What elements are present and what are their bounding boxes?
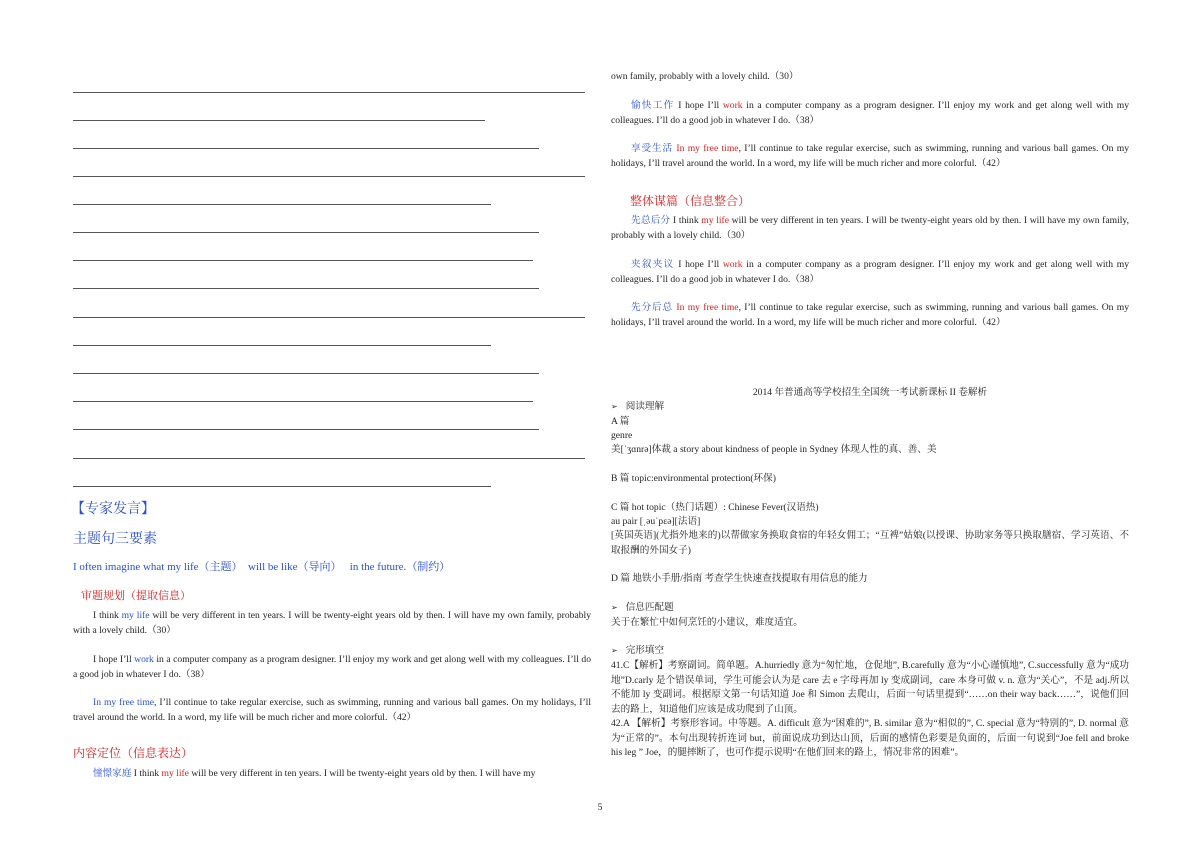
keyword: work xyxy=(722,259,743,270)
answer-line xyxy=(73,176,585,177)
answer-line xyxy=(73,148,539,149)
paragraph-family: 憧憬家庭 I think my life will be very different in ten years. I will be twenty-eight years old by then. I will have my xyxy=(93,768,536,779)
paragraph-family-continued: own family, probably with a lovely child.（30） xyxy=(611,71,799,82)
answer-line xyxy=(73,288,539,289)
formula-part-constraint: in the future. xyxy=(349,561,407,573)
paragraph-narrate-discuss: 夹叙夹议 I hope I’ll work in a computer company as a program designer. I’ll enjoy my work and get along well with my colleagues. I’ll do a good job in whatever I do.（38） xyxy=(611,259,1129,285)
au-pair: au pair [ˌəuˈpɛə][法语] xyxy=(611,516,701,527)
keyword: work xyxy=(722,100,743,111)
answer-line xyxy=(73,317,585,318)
formula-tag-constraint: （制约） xyxy=(406,561,451,573)
label-b: B 篇 topic:environmental protection(环保) xyxy=(611,473,776,484)
au-pair-definition: [英国英语](尤指外地来的)以帮做家务换取食宿的年轻女佣工；“互裨”姑娘(以授课、协助家务等只换取膳宿、学习英语、不取报酬的外国女子) xyxy=(611,530,1129,556)
topic-formula xyxy=(73,558,450,574)
paragraph-tag: 先分后总 xyxy=(631,302,674,313)
paragraph-general-first: 先总后分 I think my life will be very different in ten years. I will be twenty-eight years old by then. I will have my own family, probably with a lovely child.（30） xyxy=(611,215,1129,241)
formula-part-topic: I often imagine what my life xyxy=(73,561,199,573)
heading-reading: ➢ 阅读理解 xyxy=(611,400,664,415)
genre-word: genre xyxy=(611,430,633,441)
heading-matching: ➢ 信息匹配题 xyxy=(611,601,674,616)
keyword: my life xyxy=(121,610,150,621)
section-heading-integration: 整体谋篇（信息整合） xyxy=(630,194,751,208)
answer-line xyxy=(73,92,585,93)
answer-line xyxy=(73,373,539,374)
answer-line xyxy=(73,458,585,459)
paragraph-life-tagged: 享受生活 In my free time, I’ll continue to take regular exercise, such as swimming, running and various ball games. On my holidays, I’ll travel around the world. In a word, my life will be much richer and more colorful.（42） xyxy=(611,143,1129,169)
answer-line xyxy=(73,429,539,430)
genre-line: 美[ˈʒɑnrə]体裁 a story about kindness of people in Sydney 体现人性的真、善、美 xyxy=(611,444,937,455)
matching-note: 关于在繁忙中如何烹饪的小建议，难度适宜。 xyxy=(611,617,803,628)
keyword: work xyxy=(134,654,154,665)
paragraph-tag: 先总后分 xyxy=(631,215,671,226)
answer-line xyxy=(73,345,491,346)
formula-tag-direction: （导向） xyxy=(297,561,342,573)
label-d: D 篇 地铁小手册/指南 考查学生快速查找提取有用信息的能力 xyxy=(611,573,868,584)
paragraph-tag: 享受生活 xyxy=(631,143,674,154)
paragraph-tag: 夹叙夹议 xyxy=(631,259,675,270)
answer-line xyxy=(73,120,485,121)
label-c: C 篇 hot topic（热门话题）: Chinese Fever(汉语热) xyxy=(611,502,819,513)
paragraph-life: I think my life will be very different in ten years. I will be twenty-eight years old by then. I will have my own family, probably with a lovely child.（30） xyxy=(73,610,591,636)
answer-42: 42.A 【解析】考察形容词。中等题。A. difficult 意为“困难的”, B. similar 意为“相似的”, C. special 意为“特别的”, D. normal 意为“正常的”。本句出现转折连词 but，前面说成功到达山顶，后面的感情色彩要是负面的，后面一句说到“Joe fell and broke his leg ” Joe，的腿摔断了，也可作提示说明“在他们回来的路上，情况非常的困难”。 xyxy=(611,718,1129,759)
paragraph-tag: 愉快工作 xyxy=(631,100,675,111)
answer-41: 41.C【解析】考察副词。简单题。A.hurriedly 意为“匆忙地，仓促地”, B.carefully 意为“小心谨慎地”, C.successfully 意为“成功地”D.carly 是个错误单词，学生可能会认为是 care 去 e 字母再加 ly 变成副词，care 本身可做 v. n. 意为“关心”，不是 adj.所以不能加 ly 变副词。根据原文第一句话知道 Joe 和 Simon 去爬山，后面一句话里提到“……on their way back……”，说他们回去的路上，知道他们应该是成功爬到了山顶。 xyxy=(611,660,1129,715)
section-heading-planning: 审题规划（提取信息） xyxy=(81,590,191,602)
paragraph-free-time: In my free time, I’ll continue to take regular exercise, such as swimming, running and various ball games. On my holidays, I’ll travel around the world. In a word, my life will be much richer and more colorful.（42） xyxy=(73,697,591,723)
keyword: my life xyxy=(701,215,729,226)
label-a: A 篇 xyxy=(611,416,630,427)
keyword: my life xyxy=(161,768,189,779)
formula-tag-topic: （主题） xyxy=(198,561,243,573)
answer-line xyxy=(73,401,533,402)
page-number: 5 xyxy=(597,802,603,813)
section-heading-positioning: 内容定位（信息表达） xyxy=(73,746,194,760)
keyword: In my free time xyxy=(673,302,739,313)
answer-line xyxy=(73,260,533,261)
answer-line xyxy=(73,204,491,205)
section-subtitle: 主题句三要素 xyxy=(73,532,157,547)
answer-line xyxy=(73,232,539,233)
expert-title: 【专家发言】 xyxy=(71,502,155,517)
exam-title: 2014 年普通高等学校招生全国统一考试新课标 II 卷解析 xyxy=(752,387,988,398)
answer-line xyxy=(73,486,491,487)
keyword: In my free time xyxy=(673,143,739,154)
paragraph-detail-first: 先分后总 In my free time, I’ll continue to take regular exercise, such as swimming, running and various ball games. On my holidays, I’ll travel around the world. In a word, my life will be much richer and more colorful.（42） xyxy=(611,302,1129,328)
paragraph-work: I hope I’ll work in a computer company as a program designer. I’ll enjoy my work and get along well with my colleagues. I’ll do a good job in whatever I do.（38） xyxy=(73,654,591,680)
keyword: In my free time xyxy=(93,697,155,708)
paragraph-tag: 憧憬家庭 xyxy=(93,768,132,779)
paragraph-work-tagged: 愉快工作 I hope I’ll work in a computer company as a program designer. I’ll enjoy my work and get along well with my colleagues. I’ll do a good job in whatever I do.（38） xyxy=(611,100,1129,126)
heading-cloze: ➢ 完形填空 xyxy=(611,644,664,659)
formula-part-direction: will be like xyxy=(248,561,298,573)
